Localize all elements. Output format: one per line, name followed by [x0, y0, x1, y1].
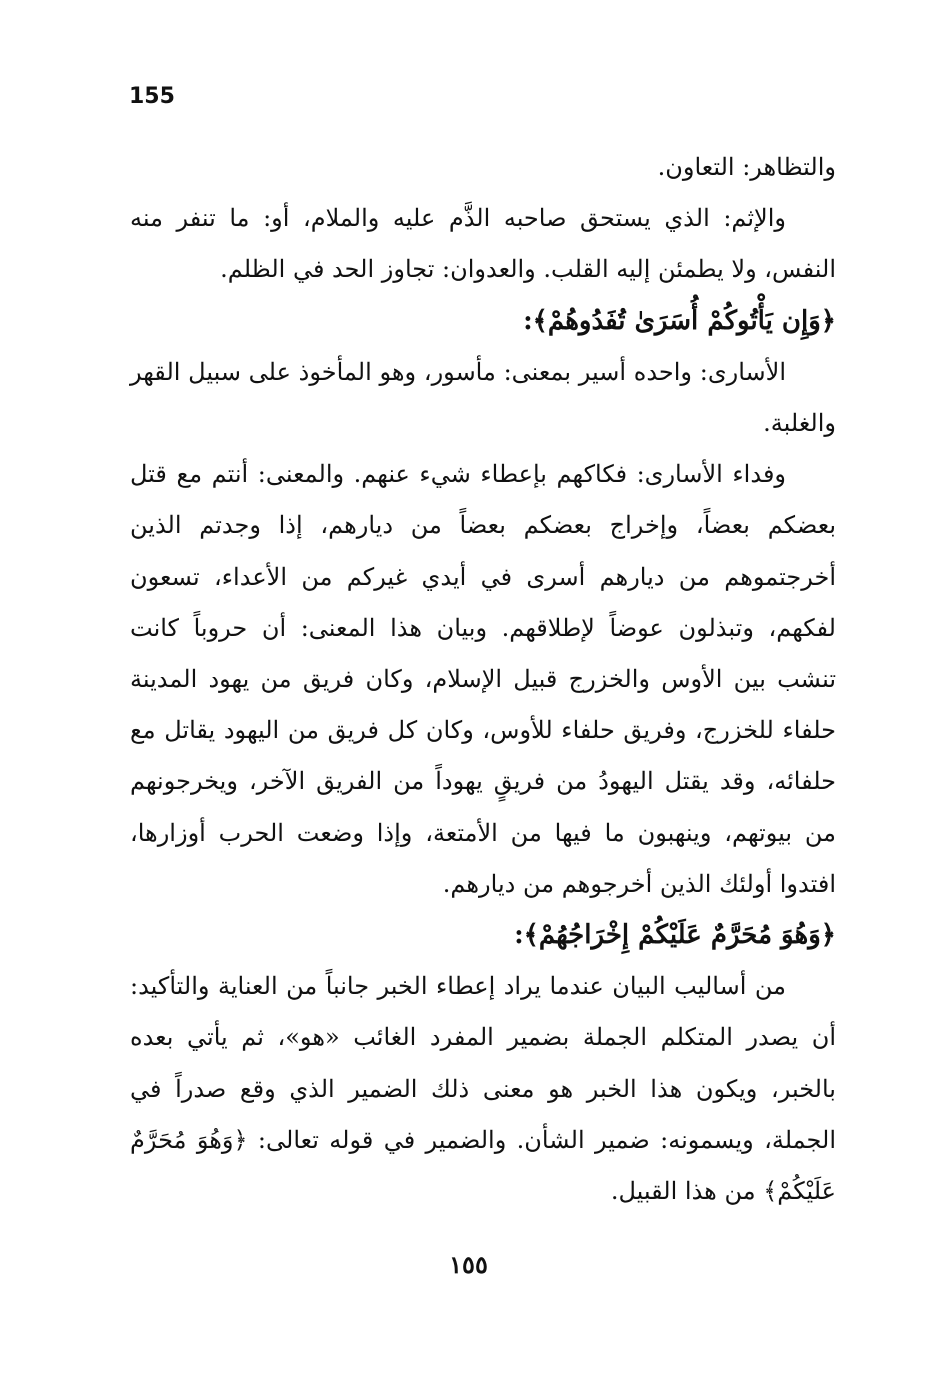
- verse-heading: ﴿وَإِن يَأْتُوكُمْ أُسَرَىٰ تُفَدُوهُمْ﴾:: [523, 305, 836, 336]
- page-number-top: 155: [129, 84, 175, 109]
- paragraph-asara: الأسارى: واحده أسير بمعنى: مأسور، وهو المأخوذ على سبيل القهر والغلبة.: [130, 357, 836, 438]
- main-text: [130, 142, 836, 1217]
- paragraph-damir-shaan: من أساليب البيان عندما يراد إعطاء الخبر جانباً من العناية والتأكيد: أن يصدر المتكلم الجملة بضمير المفرد الغائب «هو»، ثم يأتي بعده بالخبر، ويكون هذا الخبر هو معنى ذلك الضمير الذي وقع صدراً في الجملة، ويسمونه: ضمير الشأن. والضمير في قوله تعالى: ﴿وَهُوَ مُحَرَّمٌ عَلَيْكُمْ﴾ من هذا القبيل.: [130, 972, 836, 1206]
- verse-heading: ﴿وَهُوَ مُحَرَّمٌ عَلَيْكُمْ إِخْرَاجُهُمْ﴾:: [514, 920, 836, 951]
- paragraph-definition-ithm: والإثم: الذي يستحق صاحبه الذَّم عليه والملام، أو: ما تنفر منه النفس، ولا يطمئن إليه القلب. والعدوان: تجاوز الحد في الظلم.: [130, 204, 836, 284]
- paragraph-fidaa: وفداء الأسارى: فكاكهم بإعطاء شيء عنهم. والمعنى: أنتم مع قتل بعضكم بعضاً، وإخراج بعضكم بعضاً من ديارهم، إذا وجدتم الذين أخرجتموهم من ديارهم أسرى في أيدي غيركم من الأعداء، تسعون لفكهم، وتبذلون عوضاً لإطلاقهم. وبيان هذا المعنى: أن حروباً كانت تنشب بين الأوس والخزرج قبيل الإسلام، وكان فريق من يهود المدينة حلفاء للخزرج، وفريق حلفاء للأوس، وكان كل فريق من اليهود يقاتل مع حلفائه، وقد يقتل اليهودُ من فريقٍ يهوداً من الفريق الآخر، ويخرجونهم من بيوتهم، وينهبون ما فيها من الأمتعة، وإذا وضعت الحرب أوزارها، افتدوا أولئك الذين أخرجوهم من ديارهم.: [130, 460, 836, 898]
- page-number-bottom: ١٥٥: [449, 1250, 488, 1279]
- paragraph-definition-tazahur: والتظاهر: التعاون.: [657, 153, 836, 181]
